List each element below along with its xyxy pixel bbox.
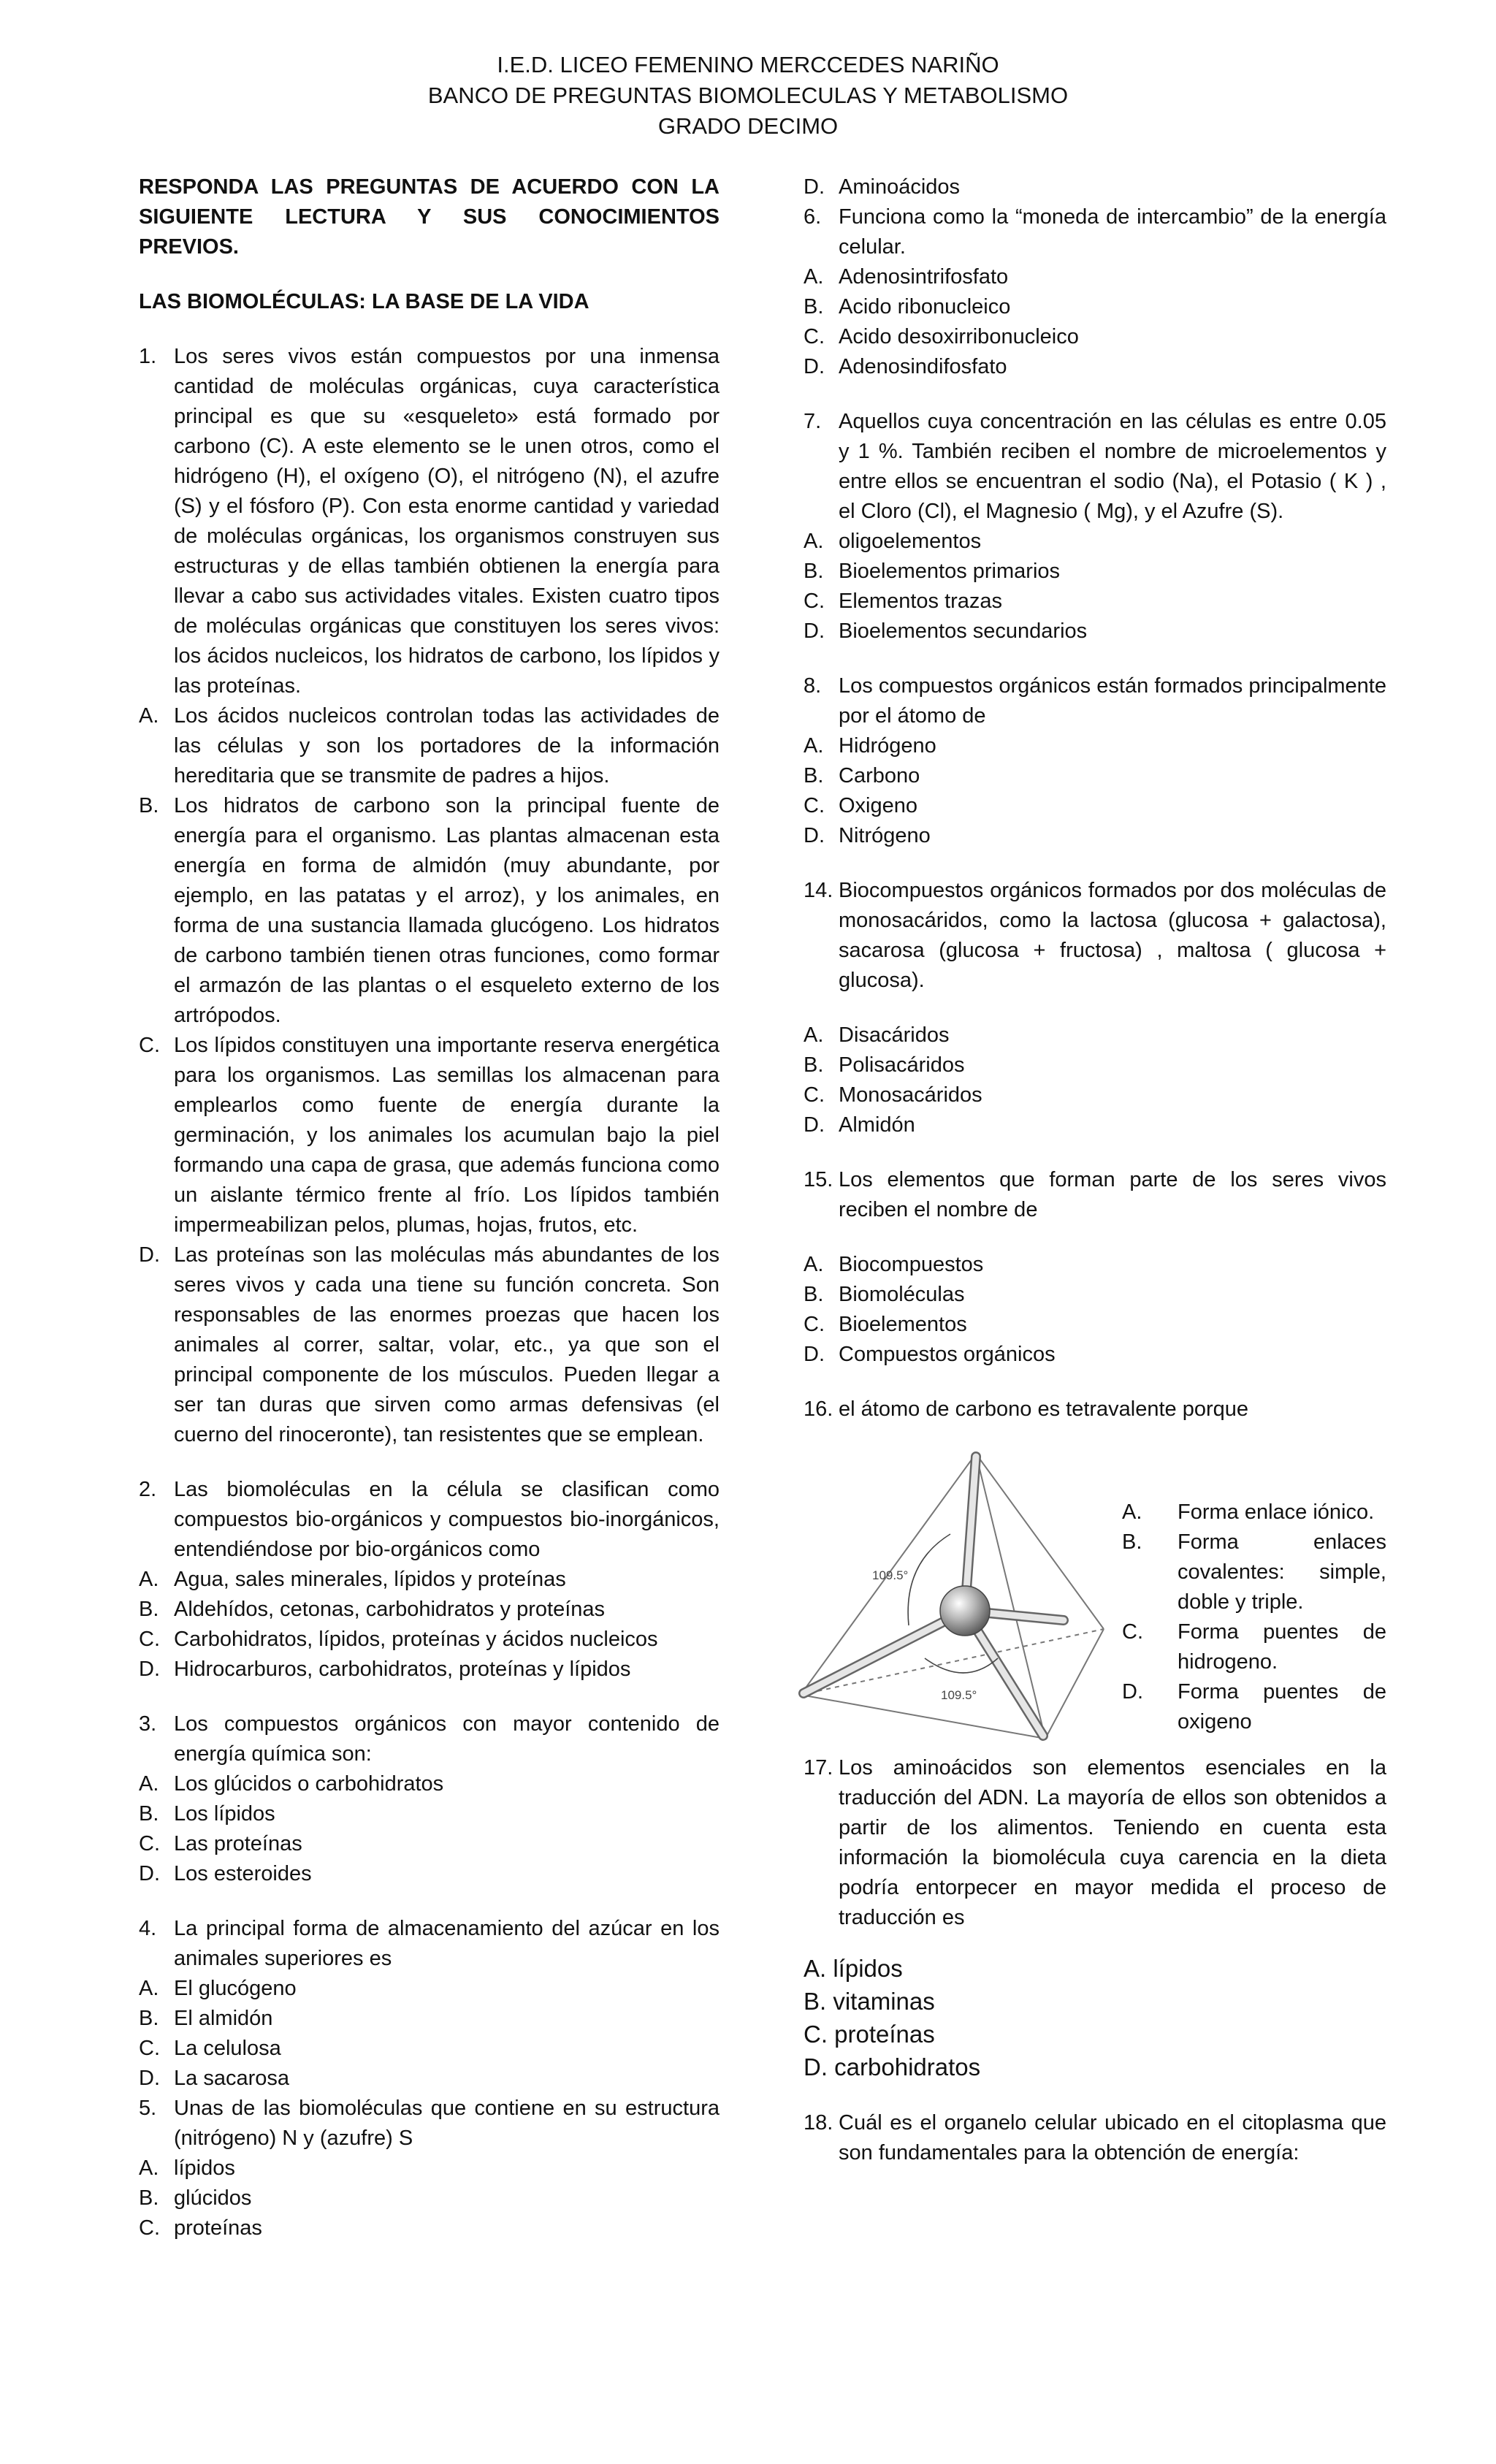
question-number: 4. [139,1917,157,1940]
option-label: C. [804,325,825,348]
option-label: C. [804,1083,825,1107]
question-text: Los seres vivos están compuestos por una inmensa cantidad de moléculas orgánicas, cuya característica principal es que su «esqueleto» está formado por carbono (C). A este elemento se le unen otros, como el hidrógeno (H), el oxígeno (O), el nitrógeno (N), el azufre (S) y el fósforo (P). Con esta enorme cantidad y variedad de moléculas orgánicas, los organismos construyen sus estructuras y de ellas también obtienen la energía para llevar a cabo sus actividades vitales. Existen cuatro tipos de moléculas orgánicas que constituyen los seres vivos: los ácidos nucleicos, los hidratos de carbono, los lípidos y las proteínas. [174,345,720,698]
option-text: Bioelementos secundarios [839,619,1088,643]
answer-option [139,1859,720,1889]
answer-option [804,322,1386,352]
question-text: Los compuestos orgánicos están formados principalmente por el átomo de [839,674,1386,728]
answer-option [139,1769,720,1799]
answer-option: A. lípidos [804,1955,903,1982]
answer-option [804,1080,1386,1110]
carbon-atom [940,1586,990,1636]
option-text: oligoelementos [839,530,982,553]
answer-option [139,791,720,1031]
option-label: D. [804,355,825,378]
answer-option [804,617,1386,646]
question-text: Los aminoácidos son elementos esenciales en la traducción del ADN. La mayoría de ellos son obtenidos a partir de los alimentos. Teniendo en cuenta esta información la biomolécula cuya carencia en la dieta podría entorpecer en mayor medida el proceso de traducción es [839,1756,1386,1929]
option-text: Disacáridos [839,1023,950,1047]
answer-option [804,1250,1386,1280]
question-text: Unas de las biomoléculas que contiene en su estructura (nitrógeno) N y (azufre) S [174,2097,720,2150]
option-label: D. [139,1862,160,1885]
question-4 [139,1914,720,1974]
option-text: Biocompuestos [839,1253,984,1276]
option-text: Los lípidos constituyen una importante reserva energética para los organismos. Las semillas los almacenan para emplearlos como fuente de energía durante la germinación, y los animales los acumulan bajo la piel formando una capa de grasa, que además funciona como un aislante térmico frente al frío. Los lípidos también impermeabilizan pelos, plumas, hojas, frutos, etc. [174,1034,720,1237]
option-text: Aldehídos, cetonas, carbohidratos y proteínas [174,1598,606,1621]
option-label: D. [804,824,825,847]
option-label: D. [139,2067,160,2090]
option-text: Carbohidratos, lípidos, proteínas y ácidos nucleicos [174,1628,658,1651]
option-label: C. [139,2037,160,2060]
option-label: A. [139,1977,159,2000]
question-number: 16. [804,1397,833,1421]
option-text: Hidrógeno [839,734,936,758]
option-text: La sacarosa [174,2067,289,2090]
option-text: Nitrógeno [839,824,931,847]
question-text: La principal forma de almacenamiento del azúcar en los animales superiores es [174,1917,720,1970]
question-text: Funciona como la “moneda de intercambio” de la energía celular. [839,205,1386,259]
option-label: B. [139,2007,159,2030]
answer-option [804,527,1386,557]
option-label: D. [804,1113,825,1137]
option-text: proteínas [174,2216,262,2240]
option-text: La celulosa [174,2037,281,2060]
option-label: B. [804,560,824,583]
tetrahedral-carbon-figure [779,1446,1122,1753]
option-text: Las proteínas [174,1832,302,1855]
question-number: 2. [139,1478,157,1501]
answer-option [139,1565,720,1595]
option-label: D. [804,619,825,643]
answer-option [1122,1498,1386,1527]
question-number: 14. [804,879,833,902]
question-number: 3. [139,1712,157,1736]
question-3 [139,1709,720,1769]
answer-option [804,1310,1386,1340]
option-text: Carbono [839,764,920,787]
option-text: Polisacáridos [839,1053,965,1077]
option-label: D. [139,1243,160,1267]
option-label: A. [139,2156,159,2180]
answer-option [139,1974,720,2004]
option-label: D. [1122,1680,1143,1704]
option-text: Bioelementos [839,1313,967,1336]
option-label: D. [139,1658,160,1681]
angle-label: 109.5° [941,1688,977,1702]
question-text: Cuál es el organelo celular ubicado en el citoplasma que son fundamentales para la obtención de energía: [839,2111,1386,2164]
option-text: Los esteroides [174,1862,312,1885]
option-text: Adenosintrifosfato [839,265,1009,289]
answer-option [139,1031,720,1240]
answer-option [139,1625,720,1655]
answer-option [804,352,1386,382]
option-label: B. [1122,1530,1142,1554]
option-text: Biomoléculas [839,1283,965,1306]
answer-option [804,172,1386,202]
answer-option [804,557,1386,587]
page-header [0,50,1496,142]
option-label: A. [804,1253,824,1276]
option-label: D. [804,1343,825,1366]
question-1 [139,342,720,701]
question-number: 6. [804,205,822,229]
option-label: C. [804,590,825,613]
right-column [804,172,1386,2168]
option-text: Aminoácidos [839,175,961,199]
option-text: Forma enlaces covalentes: simple, doble y triple. [1178,1530,1386,1614]
answer-option [139,2034,720,2064]
option-label: B. [139,1802,159,1826]
option-text: Los lípidos [174,1802,275,1826]
answer-option [804,761,1386,791]
option-text: Hidrocarburos, carbohidratos, proteínas y lípidos [174,1658,631,1681]
option-label: A. [139,1772,159,1796]
option-text: Almidón [839,1113,915,1137]
option-text: Los ácidos nucleicos controlan todas las actividades de las células y son los portadores de la información hereditaria que se transmite de padres a hijos. [174,704,720,787]
answer-option [139,1829,720,1859]
answer-option [804,731,1386,761]
answer-option [804,292,1386,322]
grade-label: GRADO DECIMO [657,113,839,139]
question-18 [804,2108,1386,2168]
question-2 [139,1475,720,1565]
question-number: 1. [139,345,157,368]
option-text: Adenosindifosfato [839,355,1007,378]
answer-option [804,1021,1386,1050]
answer-option [804,791,1386,821]
option-text: glúcidos [174,2186,252,2210]
question-number: 5. [139,2097,157,2120]
option-label: B. [804,1053,824,1077]
question-17 [804,1753,1386,1933]
question-number: 8. [804,674,822,698]
question-text: Los compuestos orgánicos con mayor contenido de energía química son: [174,1712,720,1766]
reading-title: LAS BIOMOLÉCULAS: LA BASE DE LA VIDA [139,290,589,313]
answer-option [139,2183,720,2213]
answer-option [139,1655,720,1685]
option-label: B. [139,1598,159,1621]
question-number: 15. [804,1168,833,1191]
answer-option [139,1595,720,1625]
option-text: Los glúcidos o carbohidratos [174,1772,444,1796]
answer-option [139,701,720,791]
option-text: Elementos trazas [839,590,1003,613]
answer-option [804,1110,1386,1140]
question-16-options [1122,1446,1386,1753]
answer-option [1122,1617,1386,1677]
answer-option [804,1340,1386,1370]
question-number: 17. [804,1756,833,1780]
option-label: B. [139,794,159,817]
answer-option [804,262,1386,292]
answer-option [139,2064,720,2094]
option-text: Agua, sales minerales, lípidos y proteínas [174,1568,566,1591]
question-number: 7. [804,410,822,433]
option-label: C. [139,2216,160,2240]
answer-option [804,1280,1386,1310]
option-text: lípidos [174,2156,235,2180]
question-text: Las biomoléculas en la célula se clasifican como compuestos bio-orgánicos y compuestos bio-inorgánicos, entendiéndose por bio-orgánicos como [174,1478,720,1561]
answer-option [139,1799,720,1829]
question-6 [804,202,1386,262]
answer-option [139,2004,720,2034]
option-label: C. [139,1034,160,1057]
option-label: C. [139,1832,160,1855]
option-text: Forma enlace iónico. [1178,1500,1375,1524]
option-text: Acido desoxirribonucleico [839,325,1079,348]
option-text: Los hidratos de carbono son la principal fuente de energía para el organismo. Las plantas almacenan esta energía en forma de almidón (muy abundante, por ejemplo, en las patatas y el arroz), y los animales, en forma de una sustancia llamada glucógeno. Los hidratos de carbono también tienen otras funciones, como formar el armazón de las plantas o el esqueleto externo de los artrópodos. [174,794,720,1027]
option-text: Forma puentes de hidrogeno. [1178,1620,1386,1674]
answer-option [139,2154,720,2183]
option-label: A. [804,530,824,553]
angle-label: 109.5° [872,1568,909,1582]
option-text: Acido ribonucleico [839,295,1011,319]
option-label: C. [1122,1620,1143,1644]
school-name: I.E.D. LICEO FEMENINO MERCCEDES NARIÑO [497,52,999,77]
answer-option [139,2213,720,2243]
left-column [139,172,720,2243]
bond-rods [804,1457,1064,1736]
option-label: B. [139,2186,159,2210]
option-label: A. [139,704,159,728]
answer-option [139,1240,720,1450]
option-label: A. [804,265,824,289]
instructions: RESPONDA LAS PREGUNTAS DE ACUERDO CON LA SIGUIENTE LECTURA Y SUS CONOCIMIENTOS PREVIOS. [139,175,720,259]
question-text: el átomo de carbono es tetravalente porque [839,1397,1249,1421]
option-text: Las proteínas son las moléculas más abundantes de los seres vivos y cada una tiene su función concreta. Son responsables de las enormes proezas que hacen los animales al correr, saltar, volar, etc., ya que son el principal componente de los músculos. Pueden llegar a ser tan duras que sirven como armas defensivas (el cuerno del rinoceronte), tan resistentes que se emplean. [174,1243,720,1446]
answer-option: D. carbohidratos [804,2053,981,2080]
answer-option [1122,1527,1386,1617]
question-number: 18. [804,2111,833,2135]
option-label: A. [1122,1500,1142,1524]
question-text: Aquellos cuya concentración en las células es entre 0.05 y 1 %. También reciben el nombre de microelementos y entre ellos se encuentran el sodio (Na), el Potasio ( K ) , el Cloro (Cl), el Magnesio ( Mg), y el Azufre (S). [839,410,1386,523]
question-16 [804,1395,1386,1424]
answer-option [1122,1677,1386,1737]
answer-option: B. vitaminas [804,1988,935,2015]
question-14 [804,876,1386,996]
question-text: Biocompuestos orgánicos formados por dos moléculas de monosacáridos, como la lactosa (glucosa + galactosa), sacarosa (glucosa + fructosa) , maltosa ( glucosa + glucosa). [839,879,1386,992]
answer-option [804,587,1386,617]
option-text: Compuestos orgánicos [839,1343,1056,1366]
question-5 [139,2094,720,2154]
option-label: C. [139,1628,160,1651]
option-label: A. [804,1023,824,1047]
option-label: C. [804,1313,825,1336]
option-text: Monosacáridos [839,1083,982,1107]
option-label: B. [804,764,824,787]
option-text: Bioelementos primarios [839,560,1061,583]
question-7 [804,407,1386,527]
option-text: Oxigeno [839,794,918,817]
option-label: C. [804,794,825,817]
answer-option [804,1050,1386,1080]
option-label: D. [804,175,825,199]
option-label: A. [804,734,824,758]
option-label: B. [804,295,824,319]
option-text: El glucógeno [174,1977,297,2000]
question-text: Los elementos que forman parte de los seres vivos reciben el nombre de [839,1168,1386,1221]
bank-title: BANCO DE PREGUNTAS BIOMOLECULAS Y METABOLISMO [427,83,1069,108]
answer-option [804,821,1386,851]
option-label: B. [804,1283,824,1306]
answer-option: C. proteínas [804,2021,935,2048]
question-16-figure-row [804,1446,1386,1753]
question-8 [804,671,1386,731]
option-label: A. [139,1568,159,1591]
option-text: El almidón [174,2007,273,2030]
question-15 [804,1165,1386,1225]
option-text: Forma puentes de oxigeno [1178,1680,1386,1733]
